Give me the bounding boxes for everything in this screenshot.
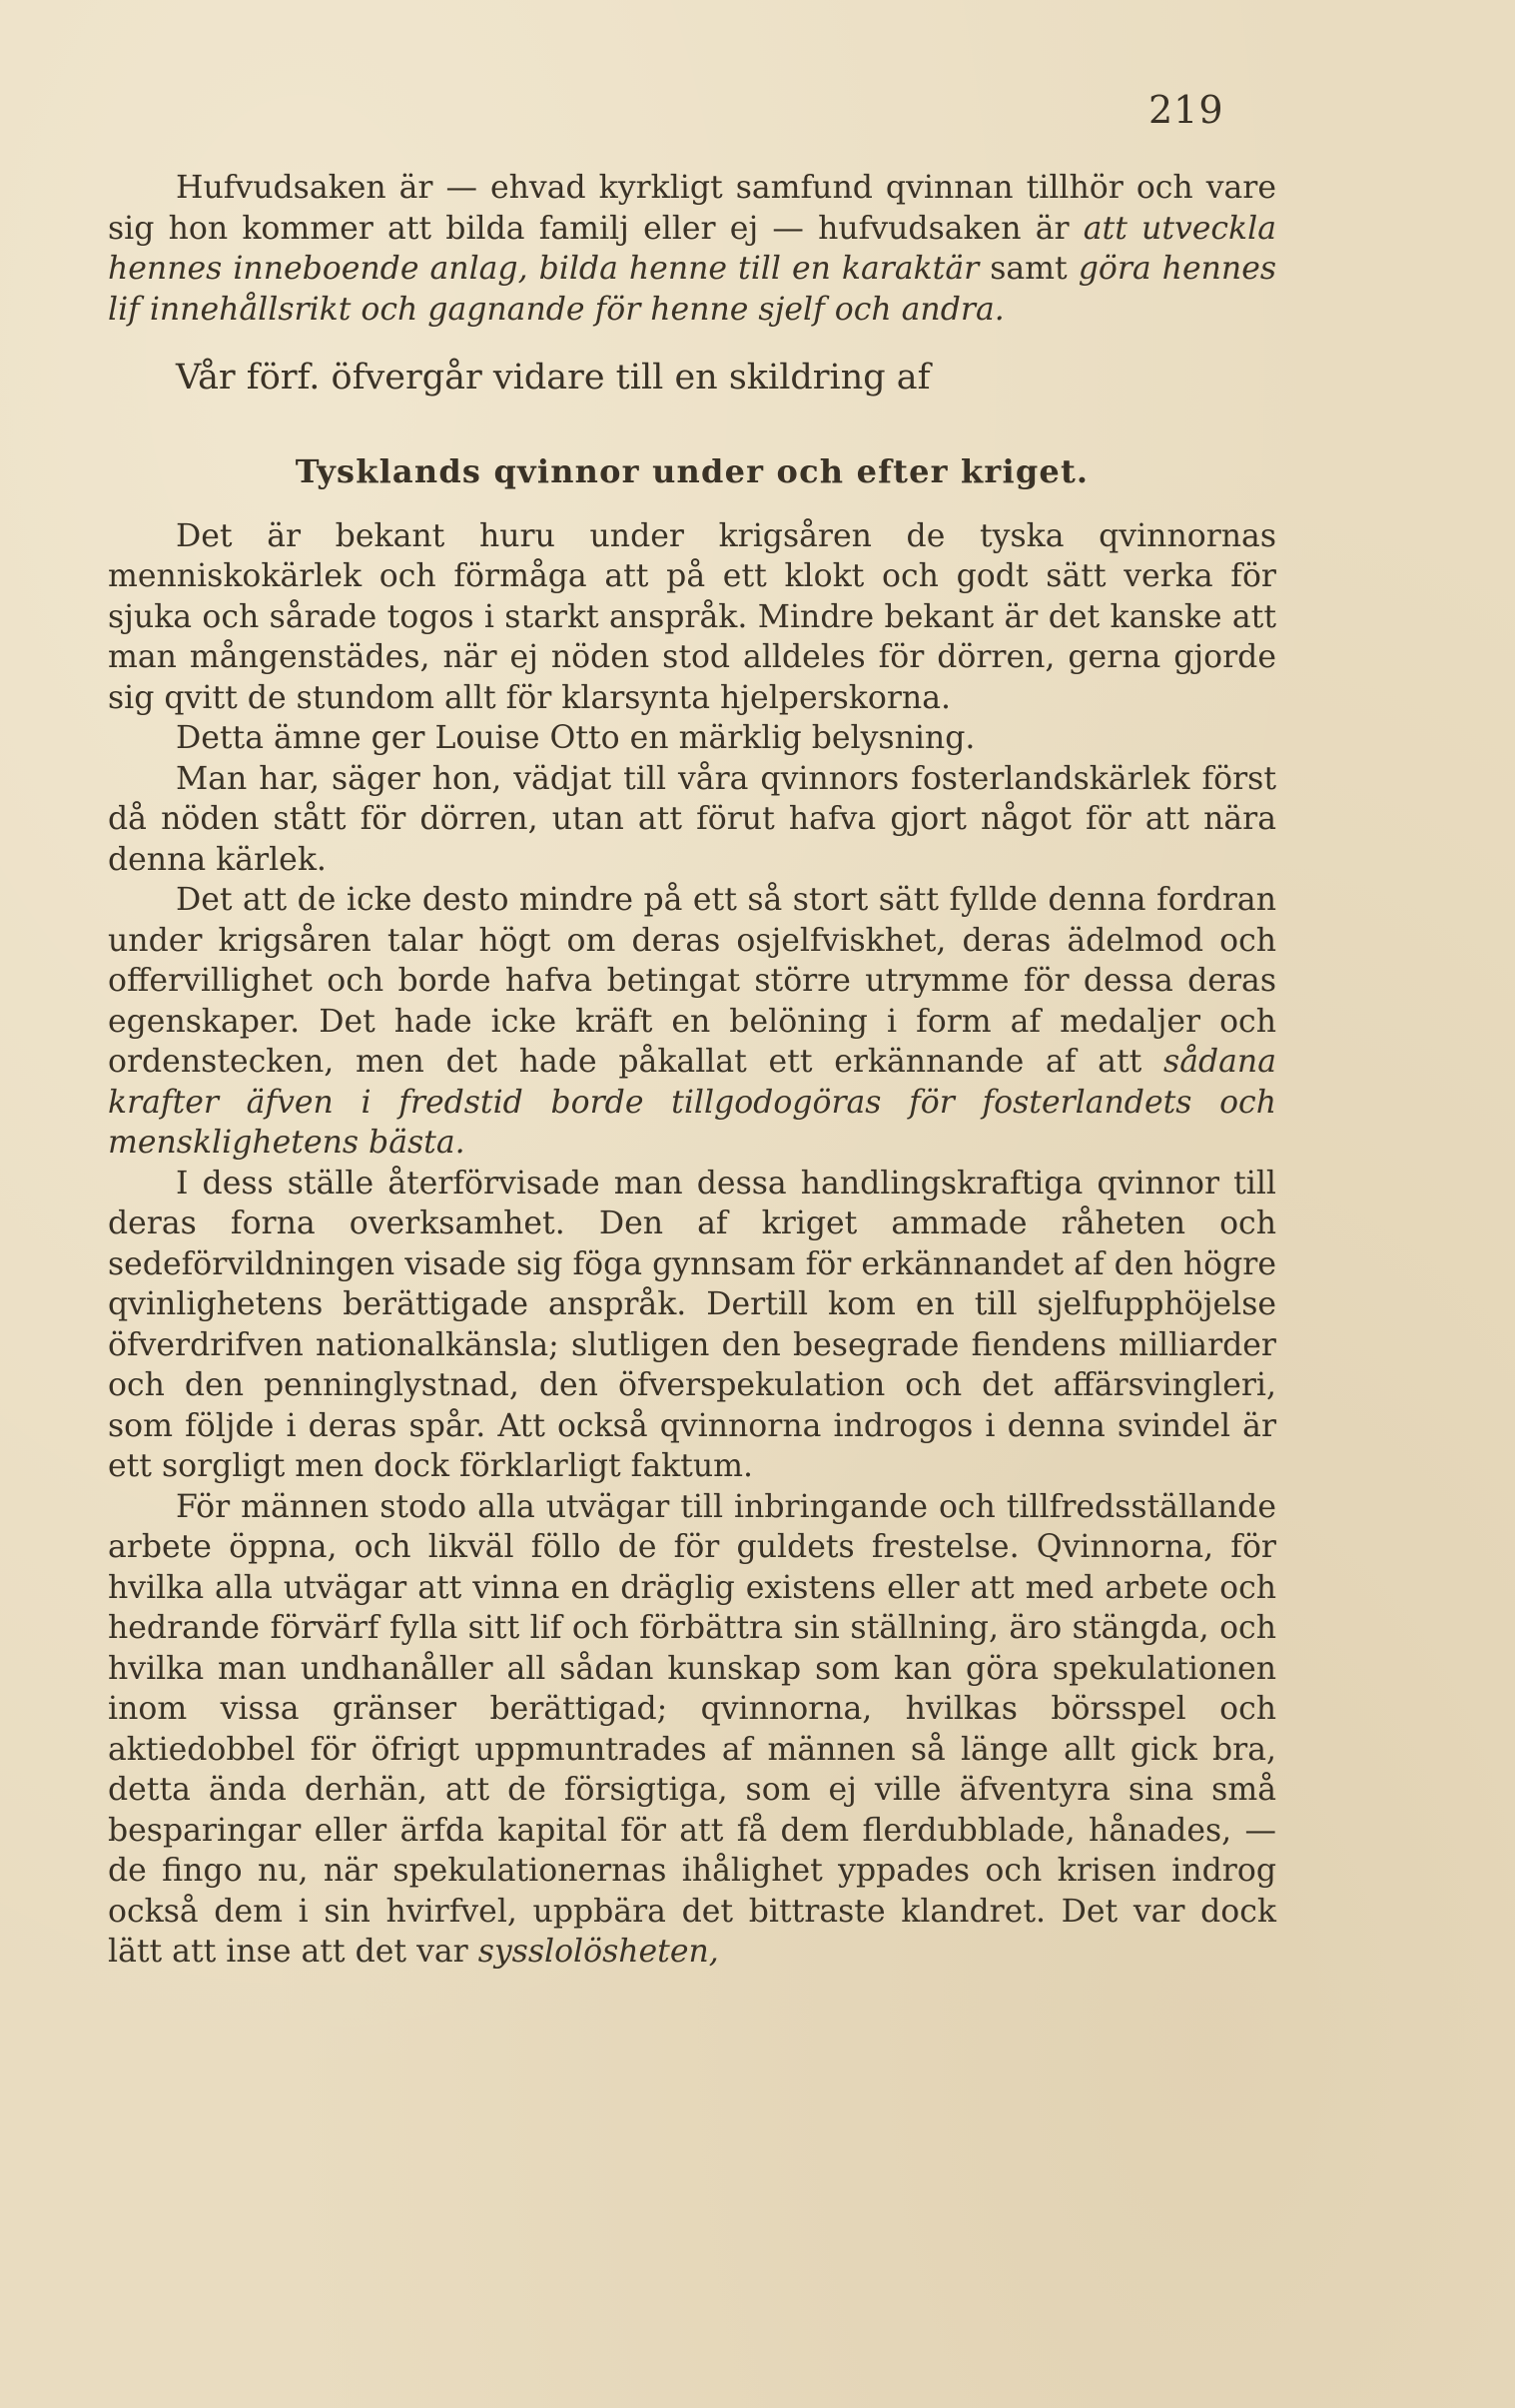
paragraph-intro-italic-2: göra hennes lif innehållsrikt och gagnande för henne sjelf och andra.	[108, 251, 1276, 328]
paragraph-transition: Vår förf. öfvergår vidare till en skildring af	[176, 358, 931, 398]
paragraph-intro-italic-1: att utveckla hennes inneboende anlag, bilda henne till en karaktär	[108, 210, 1277, 287]
paragraph-recognition	[108, 880, 1276, 1164]
paragraph-intro-text-2: samt	[979, 251, 1079, 287]
text-column	[108, 168, 1276, 1973]
section-heading: Tysklands qvinnor under och efter kriget.	[295, 452, 1090, 490]
paragraph-speculation-italic: sysslolösheten,	[477, 1934, 719, 1970]
paragraph-speculation	[108, 1487, 1276, 1973]
paragraph-recognition-text: Det att de icke desto mindre på ett så stort sätt fyllde denna fordran under krigsåren talar högt om deras osjelfviskhet, deras ädelmod och offervillighet och borde hafva betingat större utrymme för dessa deras egenskaper. Det hade icke kräft en belöning i form af medaljer och ordenstecken, men det hade påkallat ett erkännande af att	[108, 882, 1276, 1080]
paragraph-patriotism: Man har, säger hon, vädjat till våra qvinnors fosterlandskärlek först då nöden stått för dörren, utan att förut hafva gjort något för att nära denna kärlek.	[108, 760, 1276, 878]
paragraph-recognition-italic: sådana krafter äfven i fredstid borde tillgodogöras för fosterlandets och mensklighetens bästa.	[108, 1044, 1276, 1161]
page-number: 219	[1148, 88, 1224, 132]
paragraph-intro-text: Hufvudsaken är — ehvad kyrkligt samfund qvinnan tillhör och vare sig hon kommer att bilda familj eller ej — hufvudsaken är	[108, 170, 1276, 247]
paragraph-inactivity: I dess ställe återförvisade man dessa handlingskraftiga qvinnor till deras forna overksamhet. Den af kriget ammade råheten och sedeförvildningen visade sig föga gynnsam för erkännandet af den högre qvinlighetens berättigade anspråk. Dertill kom en till sjelfupphöjelse öfverdrifven nationalkänsla; slutligen den besegrade fiendens milliarder och den penninglystnad, den öfverspekulation och det affärsvingleri, som följde i deras spår. Att också qvinnorna indrogos i denna svindel är ett sorgligt men dock förklarligt faktum.	[108, 1165, 1276, 1484]
paragraph-louise-otto: Detta ämne ger Louise Otto en märklig belysning.	[176, 720, 976, 756]
paragraph-speculation-text: För männen stodo alla utvägar till inbringande och tillfredsställande arbete öppna, och likväl föllo de för guldets frestelse. Qvinnorna, för hvilka alla utvägar att vinna en dräglig existens eller att med arbete och hedrande förvärf fylla sitt lif och förbättra sin ställning, äro stängda, och hvilka man undhanåller all sådan kunskap som kan göra spekulationen inom vissa gränser berättigad; qvinnorna, hvilkas börsspel och aktiedobbel för öfrigt uppmuntrades af männen så länge allt gick bra, detta ända derhän, att de försigtiga, som ej ville äfventyra sina små besparingar eller ärfda kapital för att få dem flerdubblade, hånades, — de fingo nu, när spekulationernas ihålighet yppades och krisen indrog också dem i sin hvirfvel, uppbära det bittraste klandret. Det var dock lätt att inse att det var	[108, 1488, 1276, 1970]
paragraph-intro	[108, 168, 1276, 330]
paragraph-war-years: Det är bekant huru under krigsåren de tyska qvinnornas menniskokärlek och förmåga att på ett klokt och godt sätt verka för sjuka och sårade togos i starkt anspråk. Mindre bekant är det kanske att man mångenstädes, när ej nöden stod alldeles för dörren, gerna gjorde sig qvitt de stundom allt för klarsynta hjelperskorna.	[108, 517, 1276, 716]
